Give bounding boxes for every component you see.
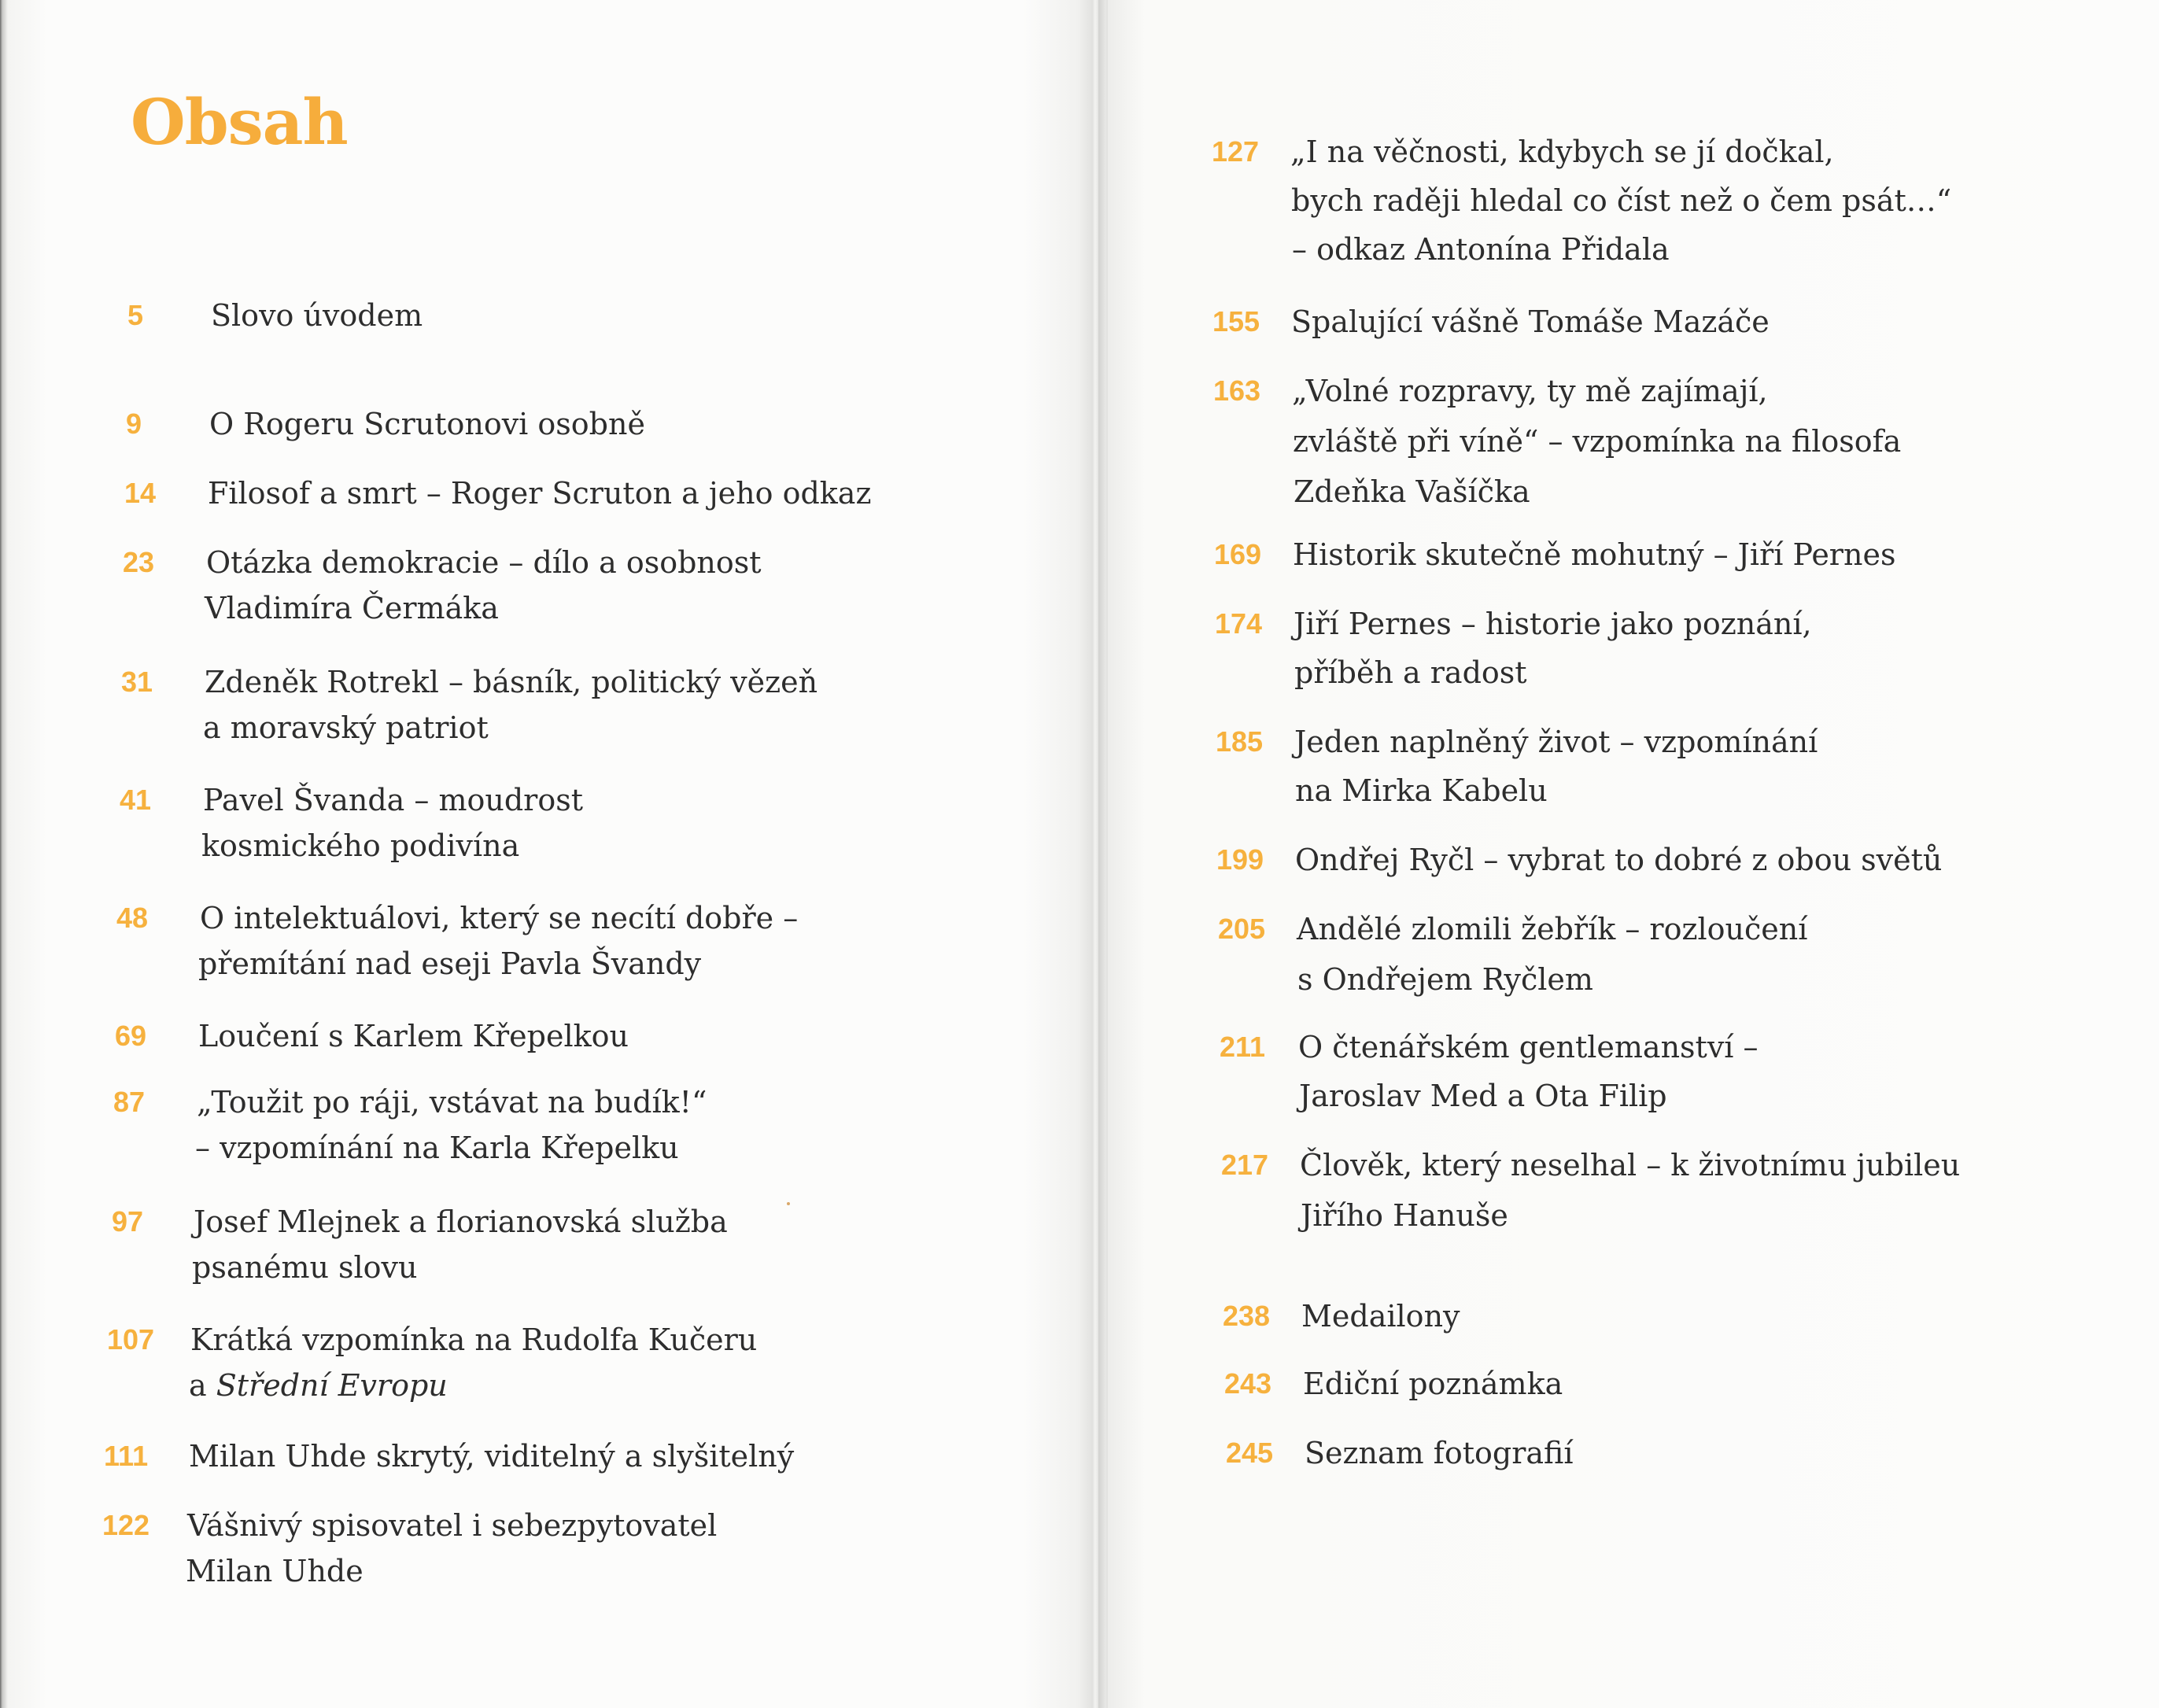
toc-entry-title-line: a Střední Evropu	[189, 1368, 448, 1403]
toc-page-number: 5	[127, 299, 144, 331]
toc-page-number: 217	[1221, 1149, 1269, 1181]
book-gutter	[1092, 0, 1098, 1708]
toc-entry-title-line: Vladimíra Čermáka	[205, 591, 499, 625]
toc-page-number: 122	[102, 1509, 150, 1541]
toc-entry-title-line: Filosof a smrt – Roger Scruton a jeho odkaz	[208, 476, 872, 511]
toc-entry-title-line: a moravský patriot	[203, 710, 489, 745]
toc-entry-title-line: „I na věčnosti, kdybych se jí dočkal,	[1290, 135, 1834, 169]
toc-page-number: 211	[1220, 1031, 1266, 1063]
toc-page-number: 48	[116, 902, 149, 934]
toc-entry-title-line: „Volné rozpravy, ty mě zajímají,	[1292, 374, 1768, 408]
toc-entry-title-line: Milan Uhde skrytý, viditelný a slyšitelný	[189, 1439, 795, 1474]
toc-entry-title-line: Spalující vášně Tomáše Mazáče	[1291, 304, 1770, 339]
toc-page-number: 107	[107, 1323, 155, 1356]
toc-page-number: 127	[1212, 135, 1260, 168]
toc-page-number: 41	[120, 784, 152, 816]
toc-entry-title-line: bych raději hledal co číst než o čem psát…“	[1291, 183, 1952, 218]
toc-entry-title-line: Ondřej Ryčl – vybrat to dobré z obou světů	[1295, 843, 1943, 877]
toc-entry-title-line: Vášnivý spisovatel i sebezpytovatel	[187, 1508, 718, 1543]
toc-entry-title-line: Seznam fotografií	[1305, 1436, 1574, 1470]
toc-entry-title-line: kosmického podivína	[201, 828, 520, 863]
page-title: Obsah	[131, 85, 348, 159]
paper-speck	[787, 1202, 790, 1205]
toc-entry-title-line: O čtenářském gentlemanství –	[1298, 1030, 1759, 1064]
toc-page-number: 111	[104, 1440, 149, 1472]
toc-page-number: 23	[123, 546, 155, 578]
toc-entry-title-line: Pavel Švanda – moudrost	[203, 783, 583, 817]
gutter-fold-line	[1106, 0, 1108, 1708]
toc-entry-title-line: Jiřího Hanuše	[1301, 1198, 1508, 1233]
toc-page-number: 31	[121, 666, 153, 698]
toc-entry-title-line: na Mirka Kabelu	[1295, 773, 1548, 808]
toc-page-number: 87	[113, 1086, 146, 1118]
toc-page-number: 238	[1223, 1300, 1271, 1332]
toc-entry-title-line: O intelektuálovi, který se necítí dobře –	[200, 901, 799, 935]
toc-entry-title-line: – odkaz Antonína Přidala	[1292, 232, 1670, 267]
toc-entry-title-line: Otázka demokracie – dílo a osobnost	[206, 545, 762, 580]
toc-entry-title-line: Andělé zlomili žebřík – rozloučení	[1297, 912, 1808, 946]
toc-page-number: 199	[1216, 843, 1264, 876]
toc-entry-title-line: zvláště při víně“ – vzpomínka na filosofa	[1293, 424, 1902, 459]
toc-entry-title-line: O Rogeru Scrutonovi osobně	[209, 407, 645, 441]
toc-entry-title-line: Ediční poznámka	[1303, 1367, 1563, 1401]
toc-entry-title-line: Slovo úvodem	[211, 298, 423, 333]
toc-entry-title-line: příběh a radost	[1294, 655, 1527, 690]
toc-page-number: 205	[1218, 913, 1266, 945]
toc-page-number: 185	[1216, 725, 1264, 758]
toc-page-number: 163	[1213, 374, 1261, 407]
toc-page-number: 69	[115, 1020, 147, 1052]
toc-entry-title-line: – vzpomínání na Karla Křepelku	[195, 1131, 679, 1165]
toc-entry-title-line: psanému slovu	[192, 1250, 418, 1285]
toc-entry-title-line: s Ondřejem Ryčlem	[1297, 962, 1593, 997]
toc-page-number: 245	[1226, 1437, 1274, 1469]
toc-entry-title-line: „Toužit po ráji, vstávat na budík!“	[197, 1085, 707, 1120]
toc-page-number: 243	[1224, 1367, 1272, 1400]
toc-entry-title-line: Loučení s Karlem Křepelkou	[198, 1019, 629, 1053]
toc-entry-title-line: Josef Mlejnek a florianovská služba	[194, 1204, 728, 1239]
toc-page-number: 174	[1215, 607, 1263, 640]
toc-entry-title-line: Jaroslav Med a Ota Filip	[1299, 1079, 1667, 1113]
toc-entry-title-line: Medailony	[1301, 1299, 1460, 1334]
toc-entry-title-line: Zdeněk Rotrekl – básník, politický vězeň	[205, 665, 818, 699]
toc-entry-title-line: Krátká vzpomínka na Rudolfa Kučeru	[190, 1323, 758, 1357]
toc-italic-title: Střední Evropu	[216, 1368, 448, 1403]
toc-entry-title-line: Jiří Pernes – historie jako poznání,	[1294, 607, 1812, 641]
toc-entry-title-line: Jeden naplněný život – vzpomínání	[1294, 725, 1818, 759]
toc-entry-title-line: Zdeňka Vašíčka	[1294, 474, 1530, 509]
toc-entry-title-line: Člověk, který neselhal – k životnímu jubileu	[1300, 1148, 1961, 1182]
toc-page-number: 9	[126, 408, 142, 440]
toc-entry-title-line: Milan Uhde	[186, 1554, 364, 1588]
toc-page-number: 14	[124, 477, 157, 509]
toc-entry-title-line: přemítání nad eseji Pavla Švandy	[198, 946, 702, 981]
toc-page-number: 169	[1214, 538, 1262, 570]
toc-page-number: 97	[112, 1205, 144, 1238]
toc-entry-title-line: Historik skutečně mohutný – Jiří Pernes	[1293, 537, 1896, 572]
toc-page-number: 155	[1212, 305, 1260, 338]
